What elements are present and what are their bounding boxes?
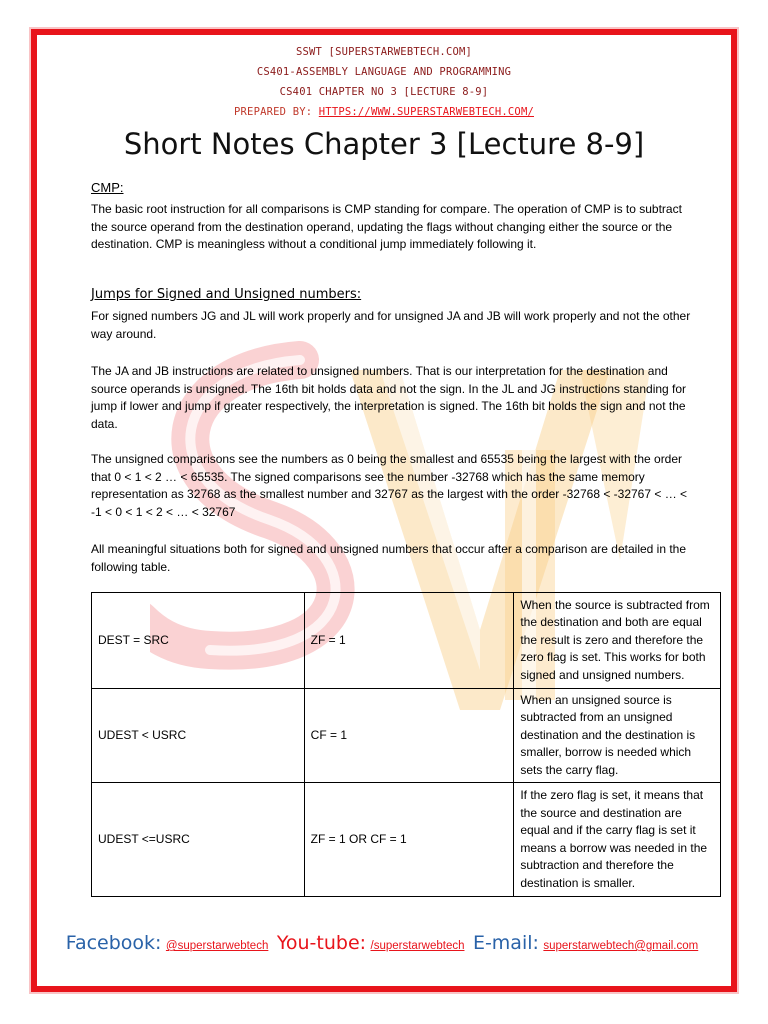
table-cell-flags: CF = 1 <box>304 689 514 783</box>
comparison-table <box>91 592 721 897</box>
table-cell-condition: DEST = SRC <box>92 593 305 689</box>
table-row <box>92 689 721 783</box>
cmp-heading: CMP: <box>91 180 124 195</box>
header-site: SSWT [SUPERSTARWEBTECH.COM] <box>295 46 473 58</box>
table-cell-condition: UDEST <=USRC <box>92 783 305 897</box>
jumps-paragraph-4: All meaningful situations both for signed and unsigned numbers that occur after a comparison are detailed in the following table. <box>91 542 687 574</box>
header-chapter: CS401 CHAPTER NO 3 [LECTURE 8-9] <box>279 86 489 98</box>
table-cell-description: If the zero flag is set, it means that the source and destination are equal and if the carry flag is set it means a borrow was needed in the subtraction and therefore the destination is smaller. <box>514 783 721 897</box>
jumps-heading: Jumps for Signed and Unsigned numbers: <box>91 287 362 302</box>
email-label: E-mail: <box>472 932 539 954</box>
table-row <box>92 593 721 689</box>
facebook-link[interactable]: @superstarwebtech <box>165 940 269 952</box>
header-course: CS401-ASSEMBLY LANGUAGE AND PROGRAMMING <box>256 66 512 78</box>
footer-contacts <box>0 932 768 954</box>
jumps-paragraph-2: The JA and JB instructions are related to unsigned numbers. That is our interpretation for the destination and source operands is unsigned. The 16th bit holds data and not the sign. In the JL and JG instructions standing for jump if lower and jump if greater respectively, the interpretation is signed. The 16th bit holds the sign and not the data. <box>91 364 687 431</box>
jumps-paragraph-3: The unsigned comparisons see the numbers as 0 being the smallest and 65535 being the largest with the order that 0 < 1 < 2 … < 65535. The signed comparisons see the number -32768 which has the same memory representation as 32768 as the smallest number and 32767 as the largest with the order -32768 < -32767 < … < -1 < 0 < 1 < 2 < … < 32767 <box>91 452 688 519</box>
table-cell-flags: ZF = 1 <box>304 593 514 689</box>
table-row <box>92 783 721 897</box>
table-cell-condition: UDEST < USRC <box>92 689 305 783</box>
prepared-by-link[interactable]: HTTPS://WWW.SUPERSTARWEBTECH.COM/ <box>318 106 534 118</box>
prepared-by-label: PREPARED BY: <box>234 106 319 118</box>
table-cell-description: When an unsigned source is subtracted from an unsigned destination and the destination is smaller, borrow is needed which sets the carry flag. <box>514 689 721 783</box>
email-link[interactable]: superstarwebtech@gmail.com <box>543 940 699 952</box>
cmp-paragraph: The basic root instruction for all comparisons is CMP standing for compare. The operation of CMP is to subtract the source operand from the destination operand, updating the flags without changing either the source or the destination. CMP is meaningless without a conditional jump immediately following it. <box>91 202 682 251</box>
jumps-paragraph-1: For signed numbers JG and JL will work properly and for unsigned JA and JB will work properly and not the other way around. <box>91 309 691 341</box>
youtube-link[interactable]: /superstarwebtech <box>370 940 465 952</box>
page-title: Short Notes Chapter 3 [Lecture 8-9] <box>123 127 645 161</box>
facebook-label: Facebook: <box>65 932 162 954</box>
table-cell-description: When the source is subtracted from the destination and both are equal the result is zero and therefore the zero flag is set. This works for both signed and unsigned numbers. <box>514 593 721 689</box>
header-prepared-by <box>0 106 768 118</box>
youtube-label: You-tube: <box>276 932 367 954</box>
table-cell-flags: ZF = 1 OR CF = 1 <box>304 783 514 897</box>
